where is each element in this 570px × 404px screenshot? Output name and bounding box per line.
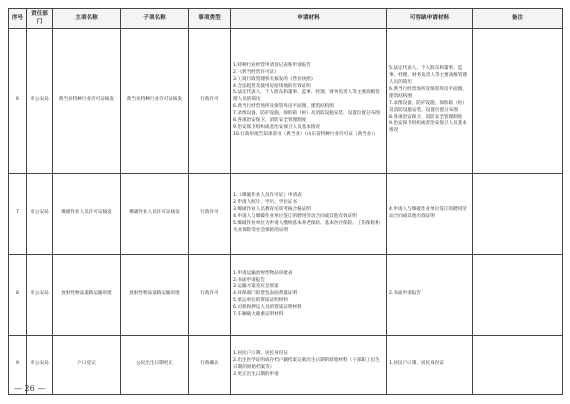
row-sub-item: 爆破作业人员许可证核发	[121, 173, 189, 254]
page-number: — 26 —	[14, 384, 46, 393]
material-line: 9.治安保卫组织或者治安保卫人员基本情况	[233, 124, 321, 130]
row-type: 行政许可	[189, 173, 231, 254]
row-materials	[231, 173, 387, 254]
tolerance-line: 2.书面申请报告	[389, 291, 421, 297]
material-line: 5.法定代表人、个人股东和董事、监事、经理、财务负责人等主要高级管理人员的简历	[233, 90, 380, 103]
row-dept: 市公安局	[27, 335, 53, 394]
tolerance-line: 4.申请人与爆破作业单位签订的聘用劳动合同或其他有效证明	[389, 206, 467, 219]
material-line: 7.车辆载大载重证明材料	[233, 312, 284, 317]
material-line: 4.合法租赁及使用房屋场地的有效证明	[233, 83, 311, 89]
row-sub-item: 放射性物品道路运输审批	[121, 254, 189, 335]
material-line: 1.居民户口簿、居民身份证	[233, 351, 288, 356]
row-note	[473, 254, 563, 335]
tolerance-line: 9.治安保卫组织或者治安保卫人员基本情况	[389, 121, 467, 134]
row-type: 行政许可	[189, 28, 231, 173]
material-line: 6.典当行经营场所及保管库房平面图、建筑结构图	[233, 104, 334, 110]
row-main-item: 爆破作业人员许可证核发	[53, 173, 121, 254]
row-type: 行政确认	[189, 335, 231, 394]
material-line: 1.申请运输放射性物品审批表	[233, 270, 293, 276]
material-line: 3.爆破作业人员教育培训考核合格证明	[233, 206, 311, 212]
material-line: 3.更正出生日期的申请	[233, 371, 279, 377]
material-line: 4.环保部门的货包表面剂量证明	[233, 291, 298, 297]
material-line: 5.承运单位的资质证明材料	[233, 298, 288, 304]
row-no: 8	[9, 254, 27, 335]
material-line: 5.爆破作业单位为申请人缴纳基本养老保险、基本医疗保险、工伤保险和失业保险等社会保险的证明	[233, 220, 380, 233]
row-sub-item: 公民出生日期更正	[121, 335, 189, 394]
row-main-item: 典当业特种行业许可证核发	[53, 28, 121, 173]
row-dept: 市公安局	[27, 173, 53, 254]
row-tolerance	[387, 335, 473, 394]
row-note	[473, 335, 563, 394]
row-materials	[231, 254, 387, 335]
row-sub-item: 典当业特种行业许可证核发	[121, 28, 189, 173]
tolerance-line: 7.录像设备、防护设施、保险箱（柜）及消防设施安装、设置位置分布图	[389, 100, 467, 113]
row-tolerance	[387, 173, 473, 254]
header-sub-item: 子项名称	[121, 9, 189, 29]
header-type: 事项类型	[189, 9, 231, 29]
material-line: 3.运输方案及应急预案	[233, 284, 279, 290]
row-tolerance	[387, 254, 473, 335]
material-line: 6.司机和押运人员的资质证明材料	[233, 305, 302, 311]
material-line: 4.申请人与爆破作业单位签订的聘用劳动合同或其他有效证明	[233, 213, 357, 219]
header-main-item: 主项名称	[53, 9, 121, 29]
row-main-item: 放射性物品道路运输审批	[53, 254, 121, 335]
table-header	[9, 9, 563, 29]
header-dept: 责任部门	[27, 9, 53, 29]
material-line: 2.《典当经营许可证》	[233, 69, 279, 75]
tolerance-line: 8.各项治安保卫、消防安全管理制度	[389, 114, 463, 120]
row-tolerance	[387, 28, 473, 173]
header-tolerance: 可容缺申请材料	[387, 9, 473, 29]
material-line: 1.《爆破作业人员许可证》申请表	[233, 193, 302, 199]
material-line: 10.行政审批告知承诺书（典当业）（山东省特种行业许可证（典当业））	[233, 131, 379, 137]
row-type: 行政许可	[189, 254, 231, 335]
row-materials	[231, 28, 387, 173]
tolerance-line: 6.典当行经营场所及保管库房平面图、建筑结构图	[389, 87, 467, 99]
material-line: 2.申请人照片、学历、学位证书	[233, 200, 298, 205]
material-line: 1.特种行业经营申请登记表和申请报告	[233, 62, 311, 68]
table-row	[9, 335, 563, 394]
row-no: 6	[9, 28, 27, 173]
row-note	[473, 173, 563, 254]
row-dept: 市公安局	[27, 254, 53, 335]
approval-items-table	[8, 8, 563, 395]
header-materials: 申请材料	[231, 9, 387, 29]
material-line: 7.录像设备、防护设施、保险箱（柜）及消防设施安装、设置位置分布图	[233, 111, 380, 117]
material-line: 2.书面申请报告	[233, 277, 265, 283]
row-no: 7	[9, 173, 27, 254]
row-dept: 市公安局	[27, 28, 53, 173]
table-row	[9, 173, 563, 254]
header-no: 序号	[9, 9, 27, 29]
row-note	[473, 28, 563, 173]
tolerance-line: 5.法定代表人、个人股东和董事、监事、经理、财务负责人等主要高级管理人员的简历	[389, 66, 468, 86]
table-row	[9, 28, 563, 173]
table-row	[9, 254, 563, 335]
header-note: 备注	[473, 9, 563, 29]
row-no: 9	[9, 335, 27, 394]
material-line: 8.各项治安保卫、消防安全管理制度	[233, 118, 307, 123]
material-line: 3.工商行政管理机关核发的《营业执照》	[233, 76, 316, 82]
row-main-item: 户口登记	[53, 335, 121, 394]
row-materials	[231, 335, 387, 394]
material-line: 2.出生医学证明或存档户籍档案记载出生日期的原始材料（干部职工出生日期的原始档案等）	[233, 357, 380, 370]
tolerance-line: 1.居民户口簿、居民身份证	[389, 361, 444, 367]
